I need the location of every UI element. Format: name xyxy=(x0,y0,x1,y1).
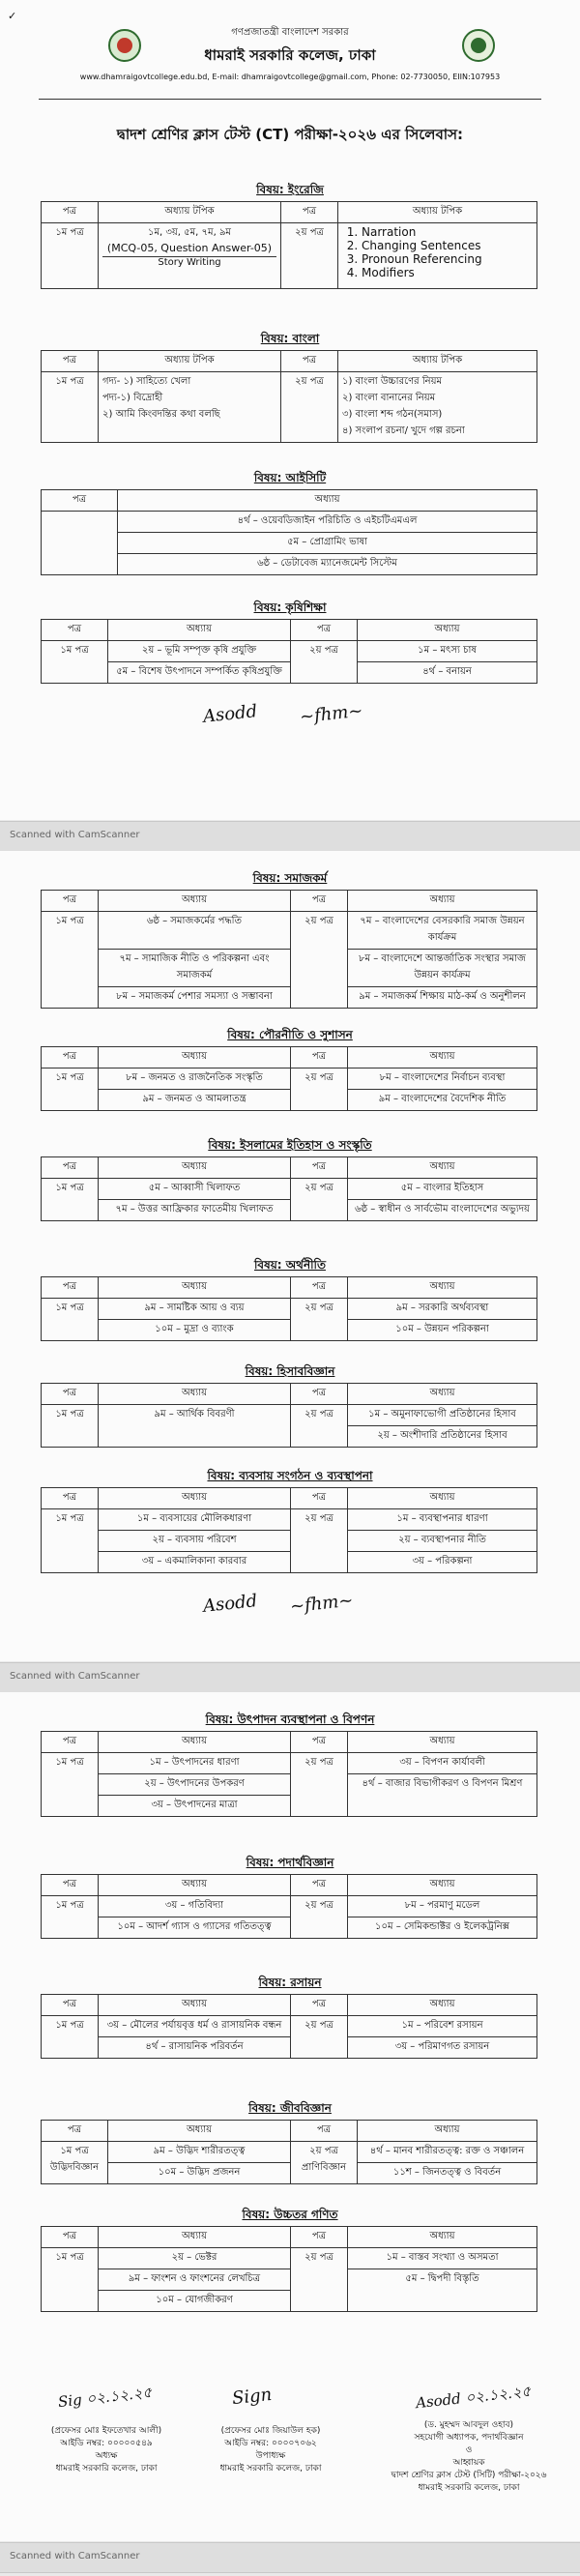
subject-ict-title: বিষয়: আইসিটি xyxy=(253,471,327,484)
physics-table xyxy=(41,1874,537,1939)
col-topic: অধ্যায় xyxy=(348,1488,537,1509)
paper-cell: ১ম পত্র xyxy=(42,1405,99,1448)
economics-table xyxy=(41,1276,537,1341)
col-topic: অধ্যায় xyxy=(108,620,291,641)
accounting-table xyxy=(41,1383,537,1448)
gov-line: গণপ্রজাতন্ত্রী বাংলাদেশ সরকার xyxy=(231,27,349,38)
principal-signature-block: (প্রফেসর মোঃ ইফতেখার আলী) আইডি নম্বর: ০০০০০৫৪৯ অধ্যক্ষ ধামরাই সরকারি কলেজ, ঢাকা xyxy=(50,2426,162,2474)
col-topic: অধ্যায় xyxy=(99,1995,291,2016)
col-paper: পত্র xyxy=(42,351,99,372)
col-paper: পত্র xyxy=(281,351,338,372)
topic-cell: ৩য় – গতিবিদ্যা xyxy=(99,1896,291,1917)
col-topic: অধ্যায় xyxy=(99,1277,291,1299)
page-title: দ্বাদশ শ্রেণির ক্লাস টেস্ট (CT) পরীক্ষা-২০২৬ এর সিলেবাস: xyxy=(116,126,464,143)
paper-cell: ১ম পত্র xyxy=(42,2248,99,2312)
topic-cell: ১ম, ৩য়, ৫ম, ৭ম, ৯ম (MCQ-05, Question Answer-05) Story Writing xyxy=(99,223,281,289)
col-topic: অধ্যায় xyxy=(358,620,537,641)
subject-english-title: বিষয়: ইংরেজি xyxy=(256,183,324,196)
col-topic: অধ্যায় xyxy=(348,1277,537,1299)
col-paper: পত্র xyxy=(291,1157,348,1179)
biology-table xyxy=(41,2120,537,2184)
topic-cell: ৬ষ্ঠ – সমাজকর্মের পদ্ধতি xyxy=(99,912,291,950)
paper-cell: ২য় পত্র xyxy=(291,1068,348,1111)
col-topic: অধ্যায় xyxy=(99,1875,291,1896)
topic-cell: ২য় – ব্যবসায় পরিবেশ xyxy=(99,1531,291,1552)
col-topic: অধ্যায় টপিক xyxy=(338,351,537,372)
topic-cell: ৭ম – সামাজিক নীতি ও পরিকল্পনা এবং সমাজকর্ম xyxy=(99,950,291,987)
topic-cell: ৪র্থ – মানব শারীরতত্ত্ব: রক্ত ও সঞ্চালন xyxy=(358,2142,537,2163)
topic-cell: ১০ম – উদ্ভিদ প্রজনন xyxy=(108,2163,291,2184)
topic-cell: ৩য় – উৎপাদনের মাত্রা xyxy=(99,1796,291,1817)
col-paper: পত্র xyxy=(291,891,348,912)
topic-cell: ২য় – উৎপাদনের উপকরণ xyxy=(99,1774,291,1796)
col-paper: পত্র xyxy=(42,490,118,512)
topic-cell: ২য় – ভূমি সম্পৃক্ত কৃষি প্রযুক্তি xyxy=(108,641,291,662)
topic-cell: ৮ম – বাংলাদেশে আন্তর্জাতিক সংস্থার সমাজ উন্নয়ন কার্যক্রম xyxy=(348,950,537,987)
col-topic: অধ্যায় xyxy=(348,1732,537,1753)
topic-cell: ১ম – পরিবেশ রসায়ন xyxy=(348,2016,537,2037)
col-topic: অধ্যায় xyxy=(99,891,291,912)
col-paper: পত্র xyxy=(42,202,99,223)
topic-cell: ৮ম – বাংলাদেশের নির্বাচন ব্যবস্থা xyxy=(348,1068,537,1090)
ict-table xyxy=(41,489,537,575)
topic-cell: ৯ম – উদ্ভিদ শারীরতত্ত্ব xyxy=(108,2142,291,2163)
paper-cell xyxy=(42,512,118,575)
topic-cell: ১ম – ব্যবসায়ের মৌলিকধারণা xyxy=(99,1509,291,1531)
topic-cell: ১০ম – আদর্শ গ্যাস ও গ্যাসের গতিতত্ত্ব xyxy=(99,1917,291,1939)
topic-cell: ৪র্থ – বাজার বিভাগীকরণ ও বিপণন মিশ্রণ xyxy=(348,1774,537,1817)
topic-cell: ৮ম – জনমত ও রাজনৈতিক সংস্কৃতি xyxy=(99,1068,291,1090)
topic-cell: ৬ষ্ঠ – ডেটাবেজ ম্যানেজমেন্ট সিস্টেম xyxy=(118,554,537,575)
col-topic: অধ্যায় xyxy=(99,1384,291,1405)
topic-cell: গদ্য- ১) সাহিত্যে খেলা পদ্য-১) বিদ্রোহী ২) আমি কিংবদন্তির কথা বলছি xyxy=(99,372,281,443)
topic-cell: ৪র্থ – রাসায়নিক পরিবর্তন xyxy=(99,2037,291,2059)
bangla-table xyxy=(41,350,537,443)
topic-cell: ২য় – ব্যবস্থাপনার নীতি xyxy=(348,1531,537,1552)
topic-cell: ৭ম – বাংলাদেশের বেসরকারি সমাজ উন্নয়ন কার্যক্রম xyxy=(348,912,537,950)
col-paper: পত্র xyxy=(291,1488,348,1509)
topic-cell: ৯ম – সমাজকর্ম শিক্ষায় মাঠ-কর্ম ও অনুশীলন xyxy=(348,987,537,1009)
paper-cell: ২য় পত্র xyxy=(291,1405,348,1448)
col-paper: পত্র xyxy=(42,1157,99,1179)
english-table xyxy=(41,201,537,289)
col-paper: পত্র xyxy=(291,1384,348,1405)
paper-cell: ২য় পত্র xyxy=(291,2248,348,2312)
principal-signature: Sig ০২.১২.২৫ xyxy=(57,2383,153,2412)
col-paper: পত্র xyxy=(42,1875,99,1896)
col-topic: অধ্যায় টপিক xyxy=(99,202,281,223)
topic-cell: ৩য় – মৌলের পর্যায়বৃত্ত ধর্ম ও রাসায়নিক বন্ধন xyxy=(99,2016,291,2037)
topic-cell: ৫ম – আব্বাসী খিলাফত xyxy=(99,1179,291,1200)
col-topic: অধ্যায় xyxy=(348,1995,537,2016)
topic-cell: ৮ম – সমাজকর্ম পেশার সমস্যা ও সম্ভাবনা xyxy=(99,987,291,1009)
topic-cell: ৫ম – বাংলার ইতিহাস xyxy=(348,1179,537,1200)
topic-cell: ৩য় – পরিকল্পনা xyxy=(348,1552,537,1573)
topic-cell: ১০ম – যোগজীকরণ xyxy=(99,2291,291,2312)
paper-cell: ১ম পত্র xyxy=(42,641,108,684)
topic-cell: ৭ম – উত্তর আফ্রিকার ফাতেমীয় খিলাফত xyxy=(99,1200,291,1221)
col-paper: পত্র xyxy=(291,1277,348,1299)
signature-mark: ~fhm~ xyxy=(289,1590,355,1618)
topic-cell: ২য় – অংশীদারি প্রতিষ্ঠানের হিসাব xyxy=(348,1426,537,1448)
col-paper: পত্র xyxy=(291,2121,358,2142)
business-table xyxy=(41,1487,537,1573)
col-paper: পত্র xyxy=(42,1047,99,1068)
col-paper: পত্র xyxy=(42,1384,99,1405)
vice-principal-signature: Sign xyxy=(231,2384,274,2410)
col-paper: পত্র xyxy=(42,1488,99,1509)
col-paper: পত্র xyxy=(291,620,358,641)
col-topic: অধ্যায় xyxy=(99,1488,291,1509)
subject-bangla-title: বিষয়: বাংলা xyxy=(260,332,320,345)
civics-table xyxy=(41,1046,537,1111)
col-paper: পত্র xyxy=(291,1995,348,2016)
subject-socialwork-title: বিষয়: সমাজকর্ম xyxy=(252,871,328,885)
topic-cell: ২য় – ভেক্টর xyxy=(99,2248,291,2269)
col-topic: অধ্যায় xyxy=(99,2227,291,2248)
col-topic: অধ্যায় টপিক xyxy=(99,351,281,372)
topic-cell: ১) বাংলা উচ্চারণের নিয়ম ২) বাংলা বানানের নিয়ম ৩) বাংলা শব্দ গঠন(সমাস) ৪) সংলাপ রচনা/ খুদে গল্প রচনা xyxy=(338,372,537,443)
convener-signature-block: (ড. মুহম্মদ আবদুল ওহাব) সহযোগী অধ্যাপক, পদার্থবিজ্ঞান ও আহ্বায়ক দ্বাদশ শ্রেণির ক্লাস টেস্ট (সিটি) পরীক্ষা-২০২৬ ধামরাই সরকারি কলেজ, ঢাকা xyxy=(391,2420,547,2493)
col-topic: অধ্যায় xyxy=(358,2121,537,2142)
col-paper: পত্র xyxy=(42,1277,99,1299)
header-rule xyxy=(39,99,541,100)
topic-cell: ১ম – বাস্তব সংখ্যা ও অসমতা xyxy=(348,2248,537,2269)
subject-islamic-history-title: বিষয়: ইসলামের ইতিহাস ও সংস্কৃতি xyxy=(208,1138,372,1152)
col-topic: অধ্যায় xyxy=(348,891,537,912)
paper-cell: ২য় পত্র xyxy=(291,1509,348,1573)
paper-cell: ২য় পত্র xyxy=(291,2016,348,2059)
topic-cell: ৯ম – বাংলাদেশের বৈদেশিক নীতি xyxy=(348,1090,537,1111)
col-paper: পত্র xyxy=(42,620,108,641)
paper-cell: ১ম পত্র xyxy=(42,1753,99,1817)
scan-page-3 xyxy=(0,1692,580,2541)
subject-production-title: বিষয়: উৎপাদন ব্যবস্থাপনা ও বিপণন xyxy=(205,1712,375,1726)
topic-cell: ৮ম – পরমাণু মডেল xyxy=(348,1896,537,1917)
paper-cell: ১ম পত্র xyxy=(42,1509,99,1573)
topic-cell: ৯ম – জনমত ও আমলাতন্ত্র xyxy=(99,1090,291,1111)
topic-cell: ৪র্থ – ওয়েবডিজাইন পরিচিতি ও এইচটিএমএল xyxy=(118,512,537,533)
col-paper: পত্র xyxy=(42,1995,99,2016)
topic-cell: ৯ম – সামষ্টিক আয় ও ব্যয় xyxy=(99,1299,291,1320)
scan-page-2 xyxy=(0,851,580,1661)
paper-cell: ১ম পত্র xyxy=(42,372,99,443)
scanner-strip: Scanned with CamScanner xyxy=(0,2542,580,2573)
col-topic: অধ্যায় xyxy=(348,1157,537,1179)
paper-cell: ১ম পত্র xyxy=(42,223,99,289)
col-topic: অধ্যায় xyxy=(99,1732,291,1753)
subject-physics-title: বিষয়: পদার্থবিজ্ঞান xyxy=(246,1856,334,1869)
col-paper: পত্র xyxy=(42,2227,99,2248)
topic-cell: ৩য় – একমালিকানা কারবার xyxy=(99,1552,291,1573)
topic-cell: ১০ম – সেমিকন্ডাক্টর ও ইলেকট্রনিক্স xyxy=(348,1917,537,1939)
paper-cell: ২য় পত্র xyxy=(281,223,338,289)
subject-economics-title: বিষয়: অর্থনীতি xyxy=(254,1258,326,1272)
subject-biology-title: বিষয়: জীববিজ্ঞান xyxy=(248,2101,332,2115)
paper-cell: ২য় পত্র xyxy=(281,372,338,443)
paper-cell: ১ম পত্র xyxy=(42,1179,99,1221)
paper-cell: ২য় পত্র xyxy=(291,1299,348,1341)
paper-cell: ২য় পত্র xyxy=(291,1896,348,1939)
col-paper: পত্র xyxy=(42,1732,99,1753)
col-topic: অধ্যায় xyxy=(348,1384,537,1405)
paper-cell: ২য় পত্র xyxy=(291,641,358,684)
paper-cell: ১ম পত্র xyxy=(42,1068,99,1111)
col-topic: অধ্যায় xyxy=(118,490,537,512)
col-topic: অধ্যায় টপিক xyxy=(338,202,537,223)
col-topic: অধ্যায় xyxy=(99,1157,291,1179)
college-contact: www.dhamraigovtcollege.edu.bd, E-mail: dhamraigovtcollege@gmail.com, Phone: 02-7730050, EIIN:107953 xyxy=(79,73,501,81)
topic-cell: ১ম – অমুনাফাভোগী প্রতিষ্ঠানের হিসাব xyxy=(348,1405,537,1426)
col-paper: পত্র xyxy=(281,202,338,223)
signature-mark: ~fhm~ xyxy=(299,700,364,728)
paper-cell: ২য় পত্র xyxy=(291,1179,348,1221)
topic-cell: ৫ম – বিশেষ উৎপাদনে সম্পর্কিত কৃষিপ্রযুক্তি xyxy=(108,662,291,684)
topic-cell: ১ম – উৎপাদনের ধারণা xyxy=(99,1753,291,1774)
chemistry-table xyxy=(41,1994,537,2059)
paper-cell: ১ম পত্র উদ্ভিদবিজ্ঞান xyxy=(42,2142,108,2184)
paper-cell: ১ম পত্র xyxy=(42,1299,99,1341)
topic-cell: 1. Narration 2. Changing Sentences 3. Pronoun Referencing 4. Modifiers xyxy=(338,223,537,289)
col-paper: পত্র xyxy=(42,891,99,912)
scanner-strip: Scanned with CamScanner xyxy=(0,821,580,852)
topic-cell: ১০ম – উন্নয়ন পরিকল্পনা xyxy=(348,1320,537,1341)
topic-cell: ৯ম – আর্থিক বিবরণী xyxy=(99,1405,291,1448)
islamic-history-table xyxy=(41,1156,537,1221)
topic-cell: ৫ম – প্রোগ্রামিং ভাষা xyxy=(118,533,537,554)
vice-principal-signature-block: (প্রফেসর মোঃ জিয়াউল হক) আইডি নম্বর: ০০০০৭০৬২ উপাধ্যক্ষ ধামরাই সরকারি কলেজ, ঢাকা xyxy=(219,2426,322,2474)
col-topic: অধ্যায় xyxy=(348,1047,537,1068)
subject-highermath-title: বিষয়: উচ্চতর গণিত xyxy=(242,2208,338,2221)
topic-cell: ১ম – মৎস্য চাষ xyxy=(358,641,537,662)
col-paper: পত্র xyxy=(291,1047,348,1068)
paper-cell: ১ম পত্র xyxy=(42,2016,99,2059)
col-paper: পত্র xyxy=(291,2227,348,2248)
topic-cell: ১১শ – জিনতত্ত্ব ও বিবর্তন xyxy=(358,2163,537,2184)
col-paper: পত্র xyxy=(42,2121,108,2142)
topic-cell: ৬ষ্ঠ – স্বাধীন ও সার্বভৌম বাংলাদেশের অভ্যুদয় xyxy=(348,1200,537,1221)
col-paper: পত্র xyxy=(291,1732,348,1753)
topic-cell: ৫ম – দ্বিপদী বিস্তৃতি xyxy=(348,2269,537,2312)
topic-cell: ৯ম – সরকারি অর্থব্যবস্থা xyxy=(348,1299,537,1320)
socialwork-table xyxy=(41,890,537,1009)
paper-cell: ১ম পত্র xyxy=(42,912,99,1009)
paper-cell: ২য় পত্র প্রাণিবিজ্ঞান xyxy=(291,2142,358,2184)
signature-mark: Asodd xyxy=(202,1591,259,1617)
col-paper: পত্র xyxy=(291,1875,348,1896)
topic-cell: ৩য় – পরিমাণগত রসায়ন xyxy=(348,2037,537,2059)
convener-signature: Asodd ০২.১২.২৫ xyxy=(415,2382,533,2413)
topic-cell: ৯ম – ফাংশন ও ফাংশনের লেখচিত্র xyxy=(99,2269,291,2291)
subject-agri-title: বিষয়: কৃষিশিক্ষা xyxy=(253,600,327,614)
topic-cell: ৩য় – বিপণন কার্যাবলী xyxy=(348,1753,537,1774)
topic-cell: ১ম – ব্যবস্থাপনার ধারণা xyxy=(348,1509,537,1531)
signature-mark: Asodd xyxy=(202,701,259,727)
col-topic: অধ্যায় xyxy=(108,2121,291,2142)
topic-cell: ৪র্থ – বনায়ন xyxy=(358,662,537,684)
paper-cell: ২য় পত্র xyxy=(291,1753,348,1817)
scanner-strip: Scanned with CamScanner xyxy=(0,1662,580,1693)
col-topic: অধ্যায় xyxy=(99,1047,291,1068)
letterhead xyxy=(0,25,580,81)
subject-business-title: বিষয়: ব্যবসায় সংগঠন ও ব্যবস্থাপনা xyxy=(207,1469,373,1482)
highermath-table xyxy=(41,2226,537,2312)
paper-cell: ২য় পত্র xyxy=(291,912,348,1009)
col-topic: অধ্যায় xyxy=(348,2227,537,2248)
col-topic: অধ্যায় xyxy=(348,1875,537,1896)
paper-cell: ১ম পত্র xyxy=(42,1896,99,1939)
subject-civics-title: বিষয়: পৌরনীতি ও সুশাসন xyxy=(227,1028,353,1041)
agri-table xyxy=(41,619,537,684)
page-corner-mark: ✓ xyxy=(8,10,17,22)
subject-chemistry-title: বিষয়: রসায়ন xyxy=(258,1976,322,1989)
production-table xyxy=(41,1731,537,1817)
topic-cell: ১০ম – মুদ্রা ও ব্যাংক xyxy=(99,1320,291,1341)
scan-page-1 xyxy=(0,0,580,820)
college-name: ধামরাই সরকারি কলেজ, ঢাকা xyxy=(204,46,376,64)
subject-accounting-title: বিষয়: হিসাববিজ্ঞান xyxy=(245,1364,335,1378)
